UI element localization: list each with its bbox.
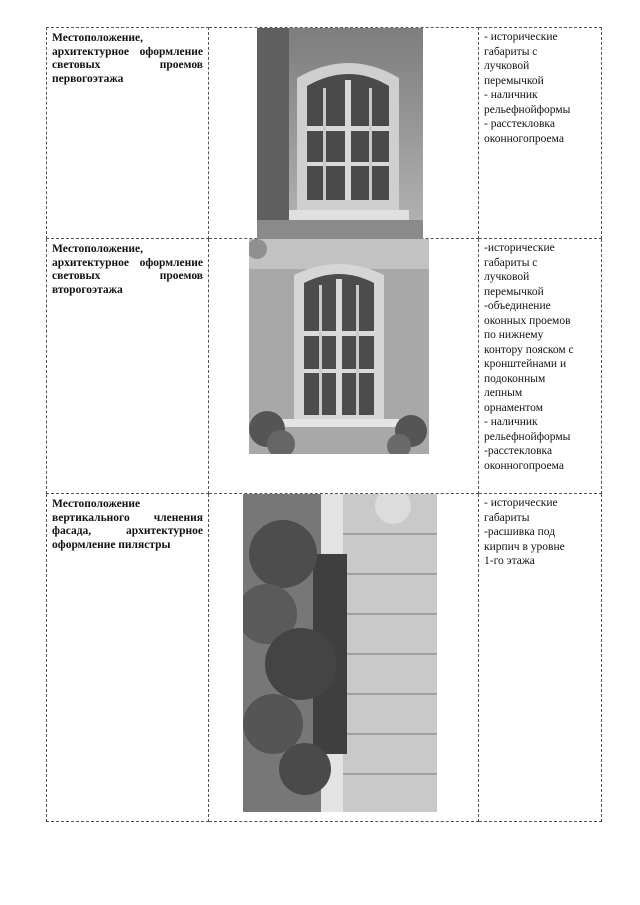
element-label-cell — [47, 494, 209, 822]
note-line: по нижнему — [484, 329, 544, 341]
document-page — [46, 27, 598, 822]
notes-cell — [479, 494, 602, 822]
note-line: орнаментом — [484, 401, 543, 414]
note-line: лучковой — [484, 271, 530, 283]
note-line: -расстекловка — [484, 445, 553, 457]
photo-cell — [209, 28, 479, 239]
note-line: - наличник — [484, 89, 538, 101]
note-line: подоконным — [484, 372, 546, 385]
note-line: габариты с — [484, 45, 538, 58]
window-photo-first-floor — [257, 28, 423, 239]
note-line: - исторические — [484, 497, 558, 509]
photo-cell — [209, 494, 479, 822]
note-line: -расшивка под — [484, 526, 556, 538]
note-line: оконногопроема — [484, 132, 564, 145]
notes-cell — [479, 28, 602, 239]
note-line: кронштейнами и — [484, 358, 567, 370]
note-line: -объединение — [484, 300, 551, 312]
note-line: лепным — [484, 387, 523, 399]
note-line: габариты с — [484, 256, 538, 269]
note-line: оконных проемов — [484, 314, 571, 327]
note-line: -исторические — [484, 242, 555, 254]
notes-text — [479, 494, 601, 569]
window-photo-second-floor — [249, 239, 429, 454]
note-line: оконногопроема — [484, 459, 564, 472]
table-row — [47, 239, 602, 494]
notes-text — [479, 28, 601, 146]
note-line: лучковой — [484, 60, 530, 72]
note-line: габариты — [484, 511, 530, 524]
note-line: контору пояском с — [484, 343, 574, 356]
notes-cell — [479, 239, 602, 494]
note-line: - расстекловка — [484, 118, 555, 130]
note-line: рельефнойформы — [484, 430, 571, 443]
facade-elements-table — [46, 27, 602, 822]
pilaster-photo — [243, 494, 437, 812]
element-label: Местоположение, архитектурное оформление световых проемов первогоэтажа — [52, 32, 203, 85]
note-line: - исторические — [484, 31, 558, 43]
photo-cell — [209, 239, 479, 494]
table-row — [47, 28, 602, 239]
element-label: Местоположение вертикального членения фасада, архитектурное оформление пилястры — [52, 498, 203, 551]
note-line: перемычкой — [484, 285, 544, 298]
note-line: рельефнойформы — [484, 103, 571, 116]
element-label-cell — [47, 28, 209, 239]
notes-text — [479, 239, 601, 473]
element-label: Местоположение, архитектурное оформление световых проемов второгоэтажа — [52, 243, 203, 296]
note-line: кирпич в уровне — [484, 540, 565, 553]
note-line: - наличник — [484, 416, 538, 428]
note-line: перемычкой — [484, 74, 544, 87]
note-line: 1-го этажа — [484, 555, 535, 567]
element-label-cell — [47, 239, 209, 494]
table-row — [47, 494, 602, 822]
